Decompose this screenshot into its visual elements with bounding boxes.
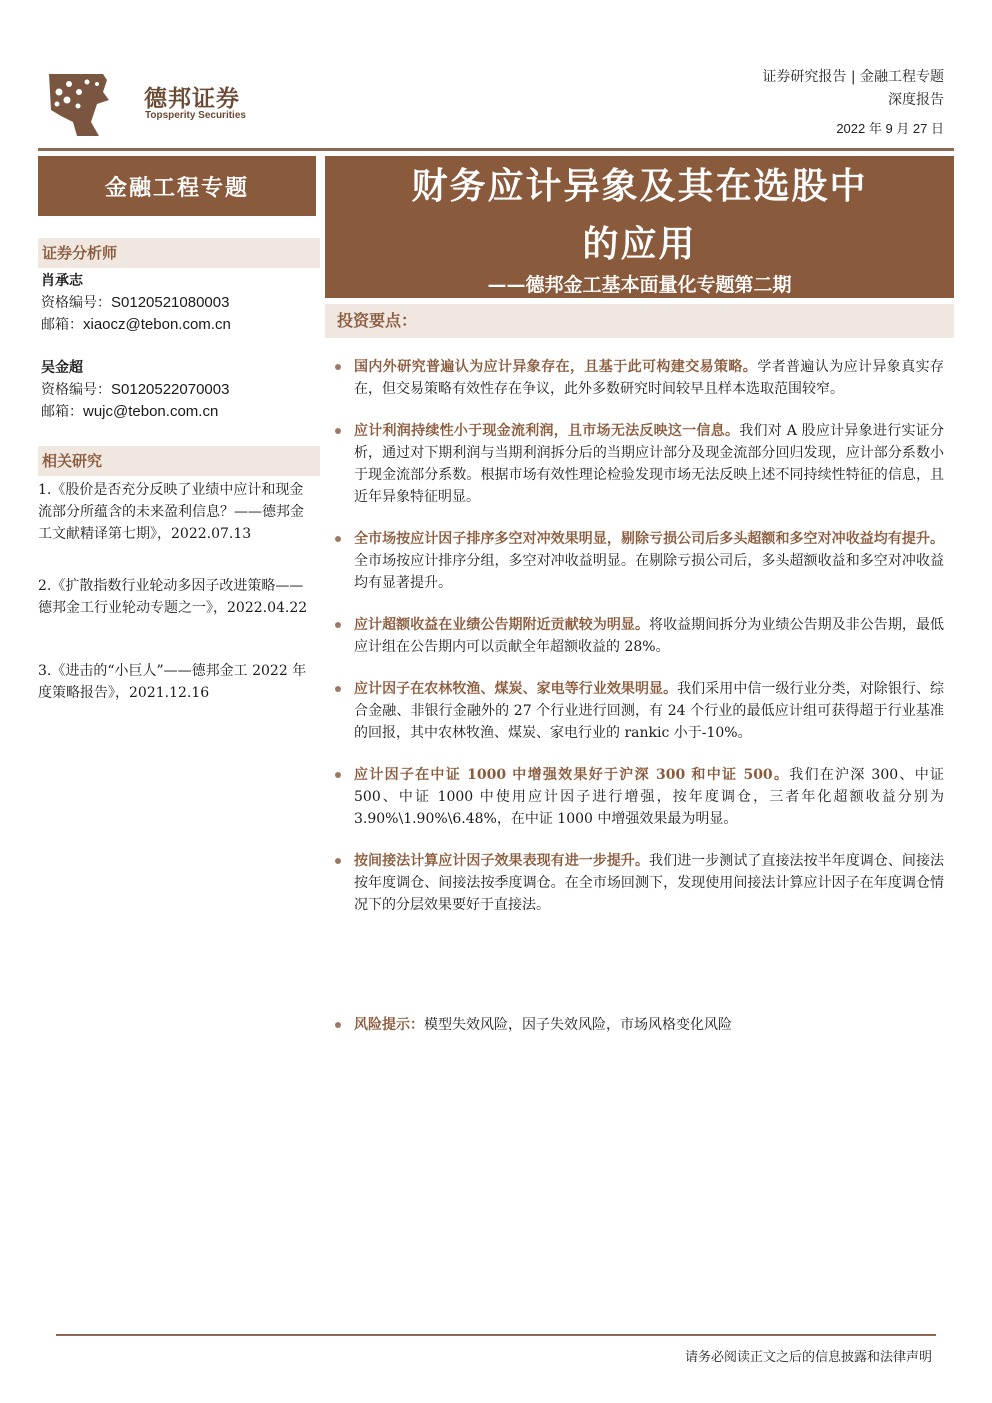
bullet-text: 全市场按应计排序分组，多空对冲收益明显。在剔除亏损公司后，多头超额收益和多空对冲收益均有显著提升。 — [354, 553, 944, 591]
email-link[interactable]: xiaocz@tebon.com.cn — [83, 316, 231, 333]
bullet-highlight: 应计因子在农林牧渔、煤炭、家电等行业效果明显。 — [354, 681, 678, 697]
bullet-item — [330, 850, 944, 916]
bullet-dot-icon — [335, 428, 341, 434]
bullet-text: 将收益期间拆分为业绩公告期及非公告期，最低应计组在公告期内可以贡献全年超额收益的 28%。 — [354, 617, 945, 655]
bullet-dot-icon — [335, 622, 341, 628]
bullet-item — [330, 528, 944, 594]
analyst-name: 吴金超 — [41, 360, 83, 376]
bullet-text: 我们对 A 股应计异象进行实证分析，通过对下期利润与当期利润拆分后的当期应计部分及现金流部分回归发现，应计部分系数小于现金流部分系数。根据市场有效性理论检验发现市场无法反映上述不同持续性特征的信息，且近年异象特征明显。 — [354, 423, 944, 505]
cert-number: S0120522070003 — [111, 381, 230, 398]
title-line-2: 的应用 — [582, 223, 697, 265]
bullet-text: 学者普遍认为应计异象真实存在，但交易策略有效性存在争议，此外多数研究时间较早且样本选取范围较窄。 — [354, 359, 945, 397]
topic-banner: 金融工程专题 — [38, 156, 316, 216]
title-line-1: 财务应计异象及其在选股中 — [411, 165, 868, 207]
cert-label: 资格编号： — [41, 295, 111, 311]
bullet-text: 我们在沪深 300、中证 500、中证 1000 中使用应计因子进行增强，按年度调仓，三者年化超额收益分别为 3.90%\1.90%\6.48%，在中证 1000 中增强效果最为明显。 — [354, 767, 945, 827]
investment-heading: 投资要点： — [325, 304, 954, 338]
related-item[interactable]: 1.《股价是否充分反映了业绩中应计和现金流部分所蕴含的未来盈利信息？——德邦金工文献精译第七期》，2022.07.13 — [38, 482, 304, 542]
bullet-item — [330, 614, 944, 658]
analyst-name: 肖承志 — [41, 273, 83, 289]
logo-text-en: Topsperity Securities — [145, 110, 246, 121]
analysts-heading: 证券分析师 — [38, 238, 320, 268]
email-link[interactable]: wujc@tebon.com.cn — [83, 403, 219, 420]
bullet-highlight: 全市场按应计因子排序多空对冲效果明显，剔除亏损公司后多头超额和多空对冲收益均有提升。 — [354, 531, 944, 547]
logo-text-cn: 德邦证券 — [144, 86, 240, 112]
bullet-text: 我们进一步测试了直接法按半年度调仓、间接法按年度调仓、间接法按季度调仓。在全市场回测下，发现使用间接法计算应计因子在年度调仓情况下的分层效果要好于直接法。 — [354, 853, 945, 913]
related-heading: 相关研究 — [38, 446, 320, 476]
bullet-highlight: 国内外研究普遍认为应计异象存在，且基于此可构建交易策略。 — [354, 359, 758, 375]
bullet-item — [330, 356, 944, 400]
analyst-card — [41, 357, 229, 423]
title-subtitle: ——德邦金工基本面量化专题第二期 — [487, 274, 792, 296]
bullet-dot-icon — [335, 364, 341, 370]
bullet-highlight: 应计因子在中证 1000 中增强效果好于沪深 300 和中证 500。 — [354, 767, 790, 783]
email-label: 邮箱： — [41, 404, 83, 420]
analyst-card — [41, 270, 231, 336]
bullet-highlight: 应计利润持续性小于现金流利润，且市场无法反映这一信息。 — [354, 423, 740, 439]
bullet-text: 我们采用中信一级行业分类，对除银行、综合金融、非银行金融外的 27 个行业进行回测，有 24 个行业的最低应计组可获得超于行业基准的回报，其中农林牧渔、煤炭、家电行业的 rankic 小于-10%。 — [354, 681, 945, 741]
footer-divider — [56, 1334, 936, 1336]
bullet-dot-icon — [335, 1022, 341, 1028]
risk-text: 模型失效风险，因子失效风险，市场风格变化风险 — [424, 1017, 732, 1033]
report-subtype: 深度报告 — [888, 92, 944, 108]
risk-label: 风险提示： — [354, 1017, 424, 1033]
bullet-dot-icon — [335, 686, 341, 692]
header-divider — [38, 148, 954, 151]
bullet-dot-icon — [335, 772, 341, 778]
bullet-highlight: 应计超额收益在业绩公告期附近贡献较为明显。 — [354, 617, 650, 633]
related-item[interactable]: 3.《进击的“小巨人”——德邦金工 2022 年度策略报告》，2021.12.16 — [38, 663, 307, 701]
title-block — [325, 156, 954, 298]
report-type: 证券研究报告 | 金融工程专题 — [762, 69, 944, 85]
bullet-dot-icon — [335, 858, 341, 864]
bullet-item — [330, 764, 944, 830]
related-item[interactable]: 2.《扩散指数行业轮动多因子改进策略——德邦金工行业轮动专题之一》，2022.04.22 — [38, 578, 308, 616]
email-label: 邮箱： — [41, 317, 83, 333]
investment-points — [330, 356, 944, 936]
disclaimer-note: 请务必阅读正文之后的信息披露和法律声明 — [684, 1350, 932, 1365]
tebon-logo — [45, 70, 125, 140]
bullet-item — [330, 678, 944, 744]
bullet-item — [330, 1014, 944, 1036]
cert-number: S0120521080003 — [111, 294, 230, 311]
bullet-highlight: 按间接法计算应计因子效果表现有进一步提升。 — [354, 853, 650, 869]
bullet-dot-icon — [335, 536, 341, 542]
cert-label: 资格编号： — [41, 382, 111, 398]
risk-warning — [330, 1014, 944, 1056]
bullet-item — [330, 420, 944, 508]
report-date: 2022 年 9 月 27 日 — [836, 121, 944, 136]
